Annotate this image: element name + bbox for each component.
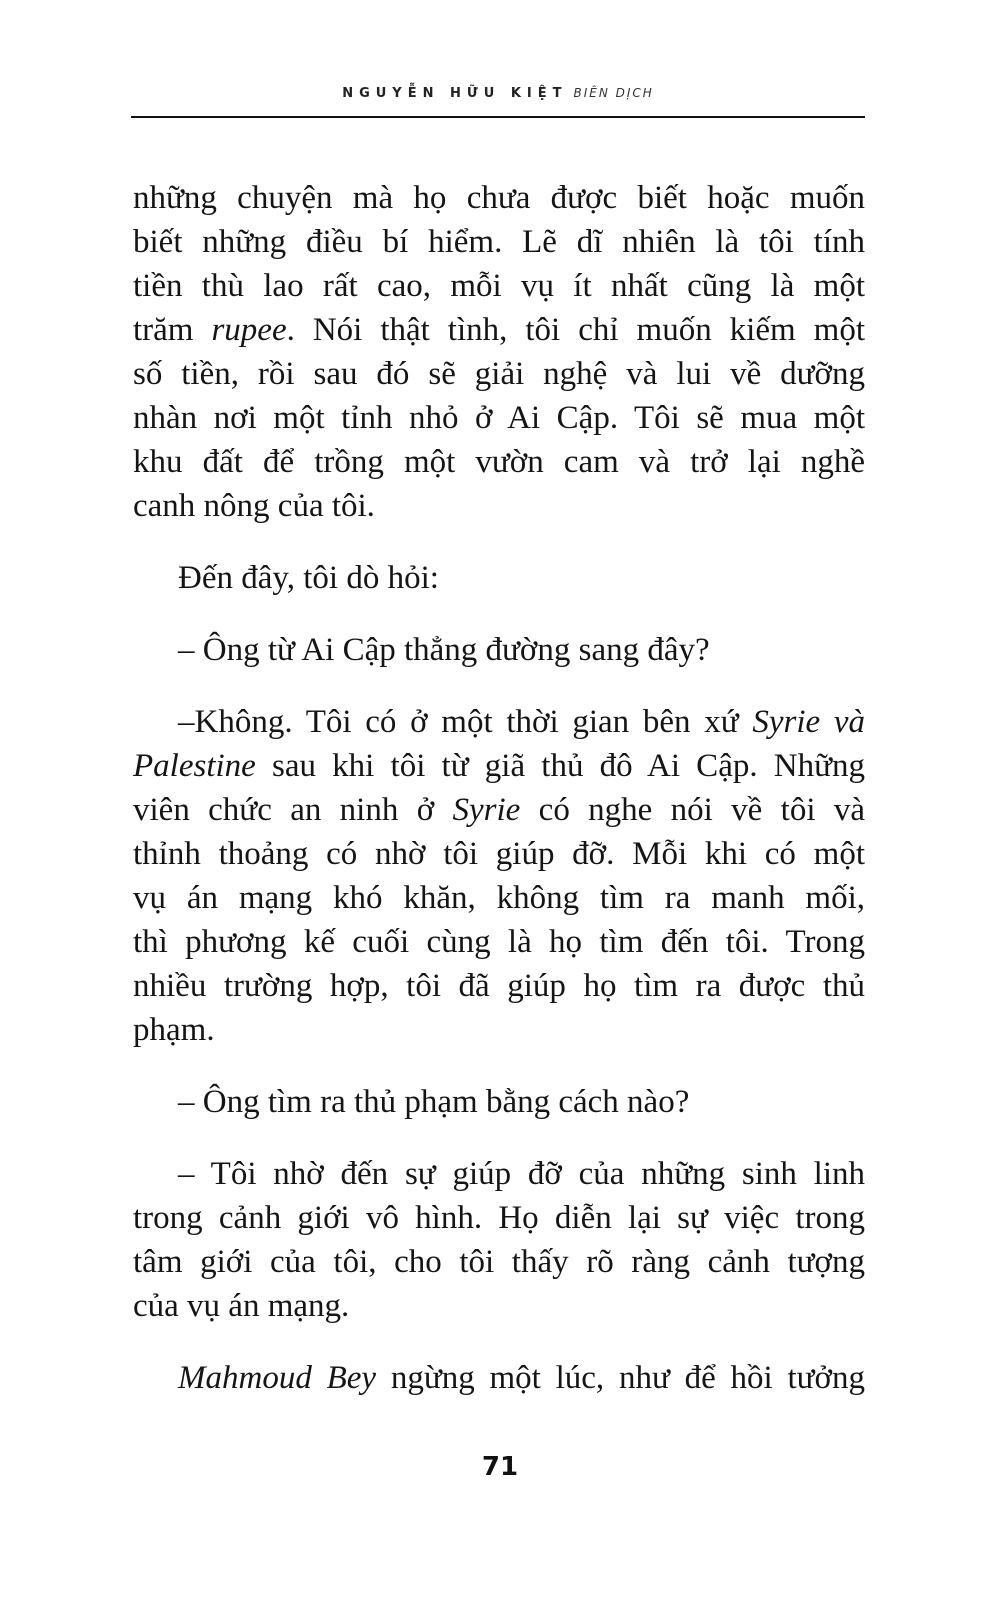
text-line [133,920,865,964]
italic-run: Mahmoud Bey [178,1360,377,1396]
page-body [133,176,865,1400]
text-line [133,1284,865,1328]
text-run: ngừng một lúc, như để hồi tưởng [376,1360,865,1396]
text-line [133,1196,865,1240]
italic-run: Palestine [133,748,256,784]
text-line [133,1240,865,1284]
text-line [133,628,865,672]
text-run: canh nông của tôi. [133,488,375,524]
text-line [133,1008,865,1052]
text-run: . Nói thật tình, tôi chỉ muốn kiếm một [286,312,865,348]
text-run: thì phương kế cuối cùng là họ tìm đến tôi. Trong [133,924,865,960]
text-line [133,176,865,220]
italic-run: rupee [211,312,287,348]
paragraph [133,1080,865,1124]
text-run: – Tôi nhờ đến sự giúp đỡ của những sinh linh [178,1156,865,1192]
text-line [133,1080,865,1124]
text-line [133,964,865,1008]
paragraph [133,1356,865,1400]
text-run: của vụ án mạng. [133,1288,350,1324]
text-run: vụ án mạng khó khăn, không tìm ra manh mối, [133,880,865,916]
text-line [133,1152,865,1196]
text-run: –Không. Tôi có ở một thời gian bên xứ [178,704,753,740]
text-run: những chuyện mà họ chưa được biết hoặc muốn [133,180,865,216]
paragraph [133,556,865,600]
italic-run: Syrie [452,792,521,828]
paragraph [133,1152,865,1328]
text-line [133,1356,865,1400]
text-run: sau khi tôi từ giã thủ đô Ai Cập. Những [255,748,865,784]
text-line [133,220,865,264]
text-run: nhiều trường hợp, tôi đã giúp họ tìm ra được thủ [133,968,865,1004]
text-line [133,876,865,920]
text-run: – Ông từ Ai Cập thẳng đường sang đây? [178,632,710,668]
text-line [133,788,865,832]
text-run: Đến đây, tôi dò hỏi: [178,560,439,596]
text-line [133,440,865,484]
text-run: viên chức an ninh ở [133,792,453,828]
header-author: NGUYỄN HỮU KIỆT [342,86,568,101]
paragraph [133,700,865,1052]
running-header [131,84,865,103]
italic-run: Syrie và [752,704,865,740]
text-line [133,396,865,440]
text-line [133,556,865,600]
text-run: có nghe nói về tôi và [520,792,866,828]
text-run: phạm. [133,1012,215,1048]
text-run: tiền thù lao rất cao, mỗi vụ ít nhất cũng là một [133,268,865,304]
text-line [133,700,865,744]
text-line [133,832,865,876]
text-line [133,308,865,352]
text-run: thỉnh thoảng có nhờ tôi giúp đỡ. Mỗi khi có một [133,836,865,872]
text-run: biết những điều bí hiểm. Lẽ dĩ nhiên là tôi tính [133,224,865,260]
paragraph [133,176,865,528]
header-rule [131,116,865,118]
text-line [133,484,865,528]
text-run: số tiền, rồi sau đó sẽ giải nghệ và lui về dưỡng [133,356,865,392]
text-run: – Ông tìm ra thủ phạm bằng cách nào? [178,1084,690,1120]
text-line [133,264,865,308]
text-run: nhàn nơi một tỉnh nhỏ ở Ai Cập. Tôi sẽ mua một [133,400,865,436]
header-role: BIÊN DỊCH [573,86,654,100]
text-run: khu đất để trồng một vườn cam và trở lại nghề [133,444,865,480]
page-number: 71 [481,1452,519,1482]
text-line [133,352,865,396]
text-line [133,744,865,788]
paragraph [133,628,865,672]
text-run: trong cảnh giới vô hình. Họ diễn lại sự việc trong [133,1200,865,1236]
text-run: trăm [133,312,212,348]
text-run: tâm giới của tôi, cho tôi thấy rõ ràng cảnh tượng [133,1244,865,1280]
